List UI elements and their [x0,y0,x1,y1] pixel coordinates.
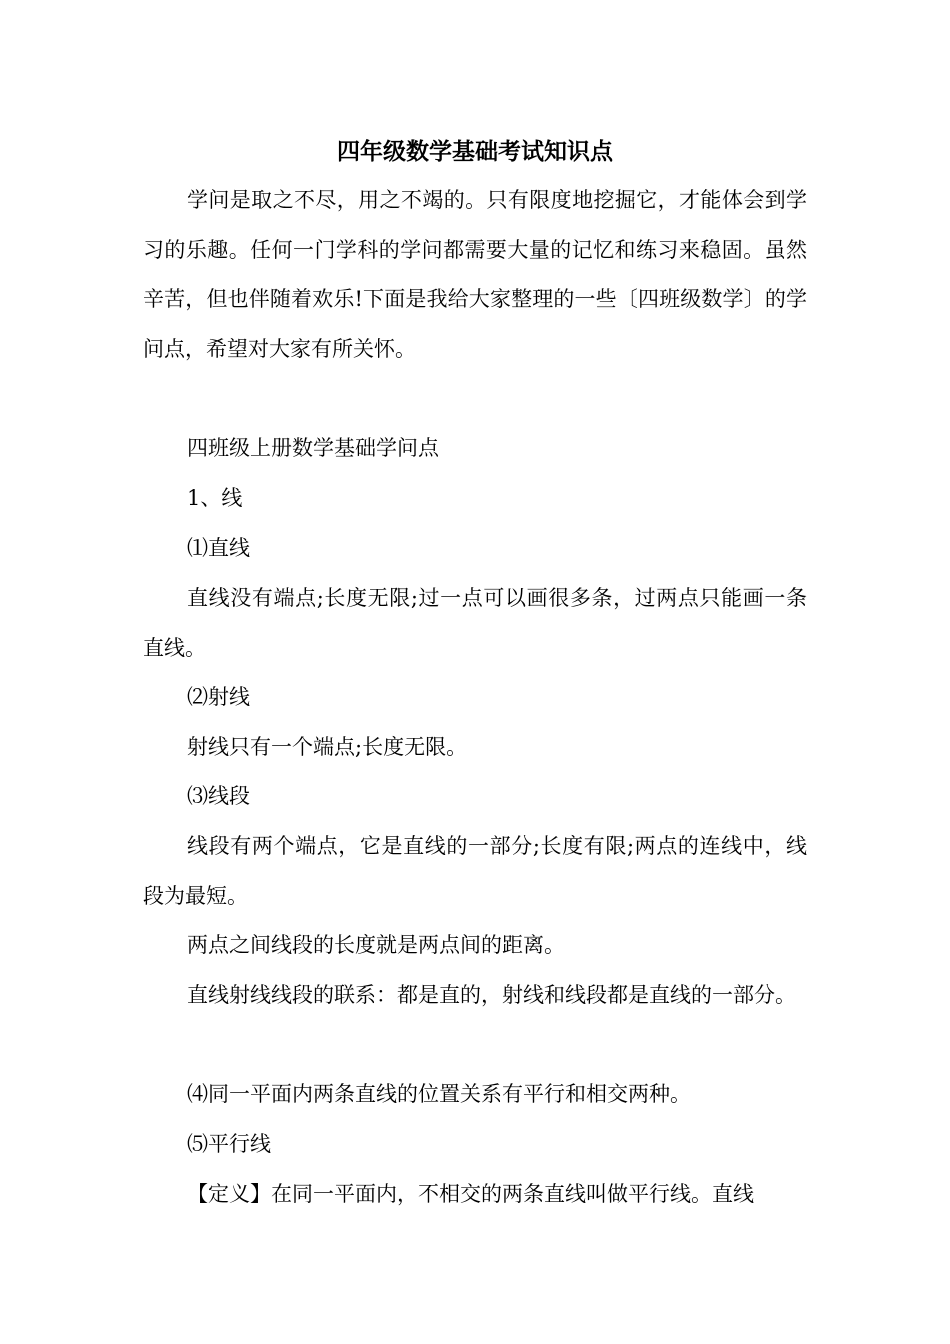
item-heading-lines: 1、线 [187,486,243,510]
paragraph-relation: 直线射线线段的联系：都是直的，射线和线段都是直线的一部分。 [187,983,796,1007]
paragraph-segment: 线段有两个端点，它是直线的一部分;长度有限;两点的连线中，线段为最短。 [143,834,807,908]
section-heading: 四班级上册数学基础学问点 [187,436,439,460]
paragraph-ray: 射线只有一个端点;长度无限。 [187,735,468,759]
intro-paragraph: 学问是取之不尽，用之不竭的。只有限度地挖掘它，才能体会到学习的乐趣。任何一门学科的学问都需要大量的记忆和练习来稳固。虽然辛苦，但也伴随着欢乐!下面是我给大家整理的一些〔四班级数学〕的学问点，希望对大家有所关怀。 [143,188,807,361]
paragraph-straight-line: 直线没有端点;长度无限;过一点可以画很多条，过两点只能画一条直线。 [143,586,807,660]
subheading-parallel-lines: ⑸平行线 [187,1132,271,1156]
subheading-ray: ⑵射线 [187,685,250,709]
subheading-segment: ⑶线段 [187,784,250,808]
paragraph-definition: 【定义】在同一平面内，不相交的两条直线叫做平行线。直线 [187,1182,754,1206]
paragraph-distance: 两点之间线段的长度就是两点间的距离。 [187,933,565,957]
document-title: 四年级数学基础考试知识点 [337,138,613,165]
subheading-straight-line: ⑴直线 [187,536,250,560]
subheading-position-relation: ⑷同一平面内两条直线的位置关系有平行和相交两种。 [187,1082,691,1106]
